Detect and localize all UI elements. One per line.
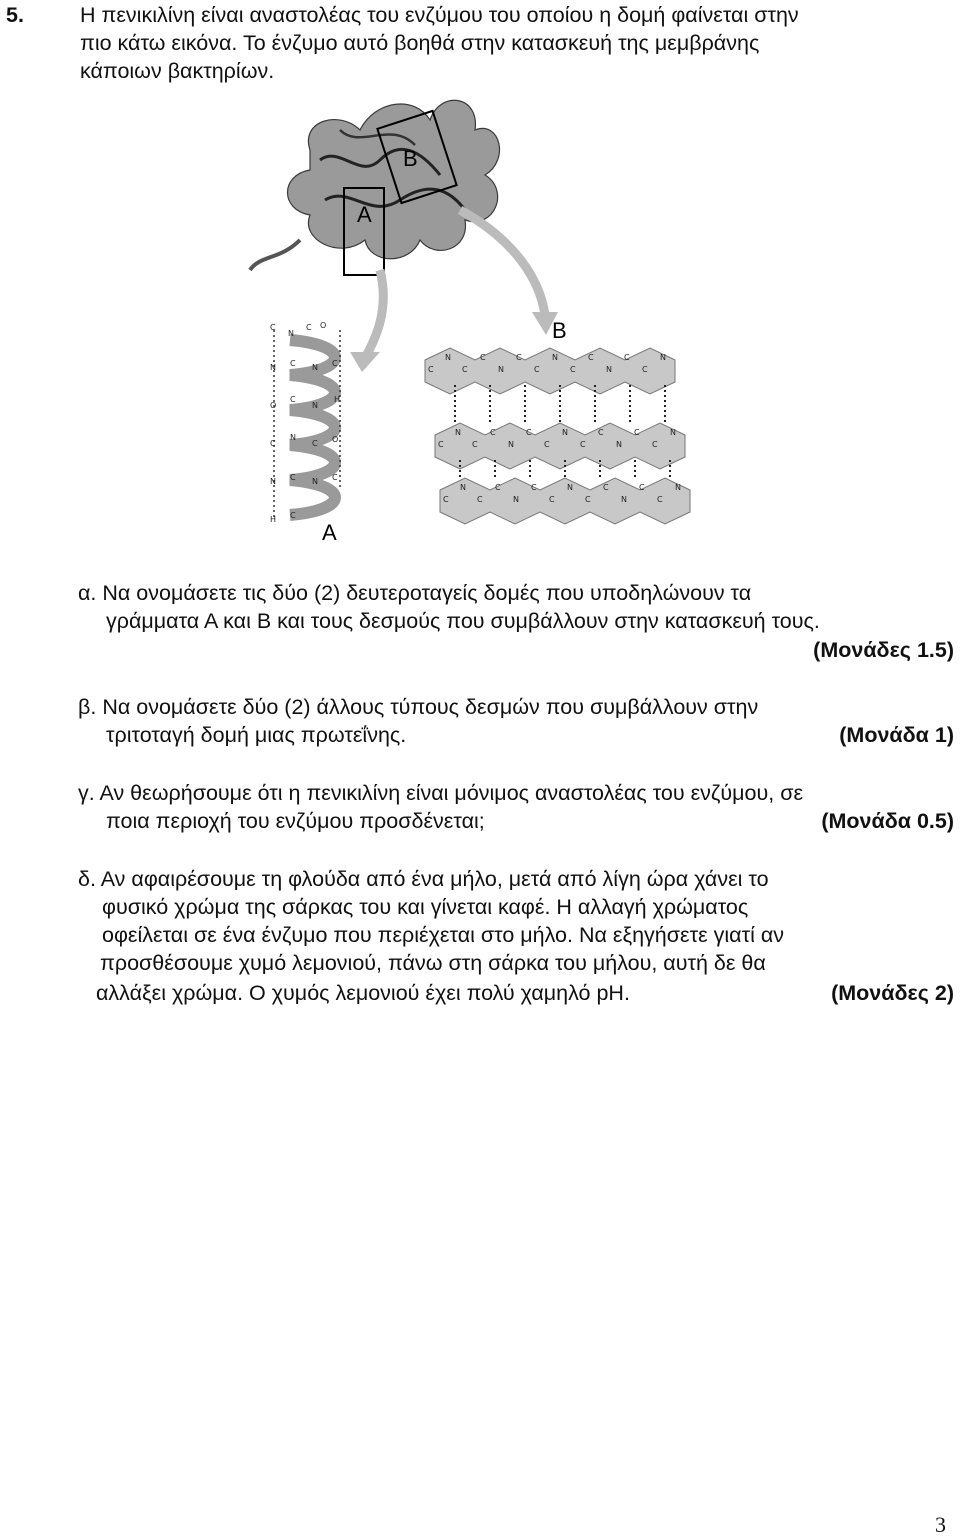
part-d-line-2: φυσικό χρώμα της σάρκας του και γίνεται καφέ. Η αλλαγή χρώματος: [102, 895, 749, 919]
part-b-line-2: τριτοταγή δομή μιας πρωτεΐνης.: [106, 723, 407, 747]
arrow-to-sheet: [460, 210, 545, 315]
part-d-line-4: προσθέσουμε χυμό λεμονιού, πάνω στη σάρκα του μήλου, αυτή δε θα: [100, 951, 766, 975]
svg-text:C: C: [306, 323, 312, 332]
part-d-line-1: δ. Αν αφαιρέσουμε τη φλούδα από ένα μήλο, μετά από λίγη ώρα χάνει το: [78, 867, 769, 891]
svg-text:C: C: [332, 473, 338, 482]
svg-text:N: N: [312, 401, 318, 410]
svg-text:C: C: [290, 395, 296, 404]
svg-text:N: N: [552, 353, 558, 362]
figure-label-a-top: A: [357, 202, 372, 227]
arrow-to-helix: [365, 270, 383, 358]
question-intro-line-1: Η πενικιλίνη είναι αναστολέας του ενζύμου του οποίου η δομή φαίνεται στην: [80, 3, 799, 27]
svg-text:C: C: [570, 365, 576, 374]
svg-text:C: C: [652, 440, 658, 449]
svg-text:C: C: [332, 359, 338, 368]
svg-text:N: N: [675, 483, 681, 492]
enzyme-structure-figure: [240, 90, 720, 550]
svg-text:N: N: [270, 477, 276, 486]
svg-text:N: N: [270, 363, 276, 372]
svg-text:C: C: [603, 483, 609, 492]
svg-text:N: N: [616, 440, 622, 449]
svg-text:N: N: [660, 353, 666, 362]
svg-text:C: C: [290, 511, 296, 520]
figure-label-a-helix: A: [322, 520, 337, 545]
svg-text:C: C: [534, 365, 540, 374]
part-a-line-1: α. Να ονομάσετε τις δύο (2) δευτεροταγείς δομές που υποδηλώνουν τα: [78, 581, 752, 605]
svg-text:C: C: [639, 483, 645, 492]
figure-label-b-top: B: [403, 146, 418, 171]
svg-text:C: C: [598, 428, 604, 437]
svg-text:C: C: [634, 428, 640, 437]
svg-text:C: C: [585, 495, 591, 504]
svg-text:C: C: [472, 440, 478, 449]
figure-label-b-sheet: B: [552, 318, 567, 343]
svg-text:C: C: [549, 495, 555, 504]
svg-text:C: C: [642, 365, 648, 374]
svg-text:O: O: [332, 435, 339, 444]
part-d-line-5: αλλάξει χρώμα. Ο χυμός λεμονιού έχει πολύ χαμηλό pH.: [96, 981, 630, 1005]
svg-text:N: N: [606, 365, 612, 374]
svg-text:N: N: [670, 428, 676, 437]
beta-sheet-diagram: [425, 348, 690, 524]
question-number: 5.: [6, 3, 24, 27]
svg-text:C: C: [490, 428, 496, 437]
svg-text:N: N: [567, 483, 573, 492]
part-d-marks: (Μονάδες 2): [831, 981, 954, 1005]
svg-text:N: N: [621, 495, 627, 504]
part-d-line-3: οφείλεται σε ένα ένζυμο που περιέχεται στο μήλο. Να εξηγήσετε γιατί αν: [102, 923, 785, 947]
part-a-marks: (Μονάδες 1.5): [813, 638, 954, 662]
svg-text:C: C: [526, 428, 532, 437]
part-b-line-1: β. Να ονομάσετε δύο (2) άλλους τύπους δεσμών που συμβάλλουν στην: [78, 695, 759, 719]
svg-text:C: C: [477, 495, 483, 504]
question-intro-line-2: πιο κάτω εικόνα. Το ένζυμο αυτό βοηθά στην κατασκευή της μεμβράνης: [80, 31, 760, 55]
page-number: 3: [935, 1512, 946, 1537]
svg-text:C: C: [480, 353, 486, 362]
svg-text:C: C: [270, 323, 276, 332]
svg-text:N: N: [290, 433, 296, 442]
part-c-line-1: γ. Αν θεωρήσουμε ότι η πενικιλίνη είναι μόνιμος αναστολέας του ενζύμου, σε: [78, 781, 804, 805]
svg-text:C: C: [312, 439, 318, 448]
svg-text:C: C: [544, 440, 550, 449]
svg-text:N: N: [460, 483, 466, 492]
svg-text:C: C: [270, 439, 276, 448]
svg-text:N: N: [312, 363, 318, 372]
protein-ribbon-illustration: [250, 100, 499, 270]
svg-text:C: C: [290, 359, 296, 368]
svg-text:N: N: [455, 428, 461, 437]
svg-text:H: H: [270, 515, 277, 524]
part-a-line-2: γράμματα Α και Β και τους δεσμούς που συμβάλλουν στην κατασκευή τους.: [106, 609, 820, 633]
part-b-marks: (Μονάδα 1): [839, 723, 954, 747]
svg-text:C: C: [290, 473, 296, 482]
svg-text:C: C: [495, 483, 501, 492]
svg-text:N: N: [498, 365, 504, 374]
svg-text:N: N: [562, 428, 568, 437]
svg-text:N: N: [288, 329, 294, 338]
svg-text:C: C: [428, 365, 434, 374]
part-c-line-2: ποια περιοχή του ενζύμου προσδένεται;: [106, 809, 485, 833]
svg-text:N: N: [508, 440, 514, 449]
alpha-helix-diagram: [270, 321, 340, 524]
arrow-head-helix: [350, 352, 380, 372]
svg-text:N: N: [445, 353, 451, 362]
question-intro-line-3: κάποιων βακτηρίων.: [80, 59, 275, 83]
svg-text:C: C: [438, 440, 444, 449]
svg-text:C: C: [516, 353, 522, 362]
svg-text:C: C: [462, 365, 468, 374]
svg-text:C: C: [531, 483, 537, 492]
svg-text:N: N: [312, 477, 318, 486]
svg-text:C: C: [443, 495, 449, 504]
svg-text:N: N: [513, 495, 519, 504]
svg-text:C: C: [588, 353, 594, 362]
part-c-marks: (Μονάδα 0.5): [821, 809, 954, 833]
svg-text:C: C: [624, 353, 630, 362]
svg-text:H: H: [334, 395, 341, 404]
svg-text:O: O: [320, 321, 327, 330]
svg-text:C: C: [657, 495, 663, 504]
svg-text:O: O: [270, 401, 277, 410]
svg-text:C: C: [580, 440, 586, 449]
